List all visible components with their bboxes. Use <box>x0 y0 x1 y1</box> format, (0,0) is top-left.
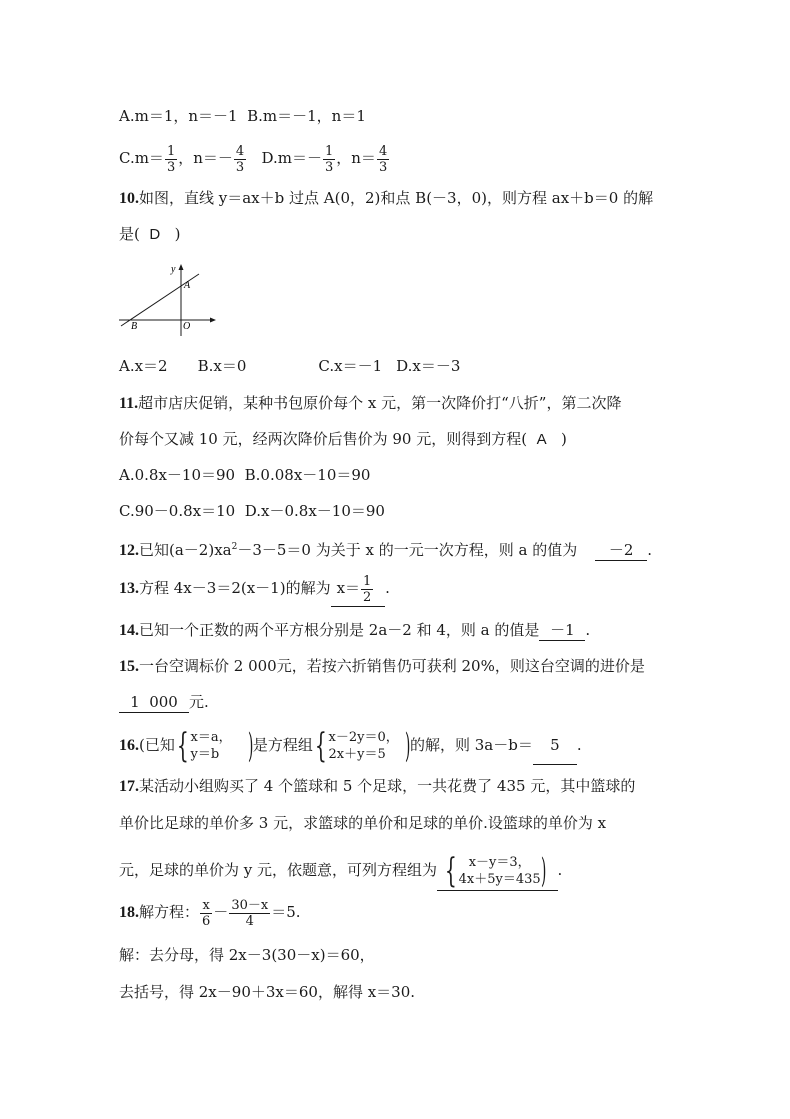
label-o: O <box>183 321 191 332</box>
q13-line: 13.方程 4x－3＝2(x－1)的解为 x＝ $\frac{1}{2}$ . <box>119 570 390 607</box>
question-number: 15. <box>119 658 139 675</box>
system-of-equations: { x－2y＝0， 2x＋y＝5 ) <box>314 726 411 766</box>
q16-line: 16.(已知 { x＝a， y＝b ) 是方程组 { x－2y＝0， 2x＋y＝5 ) 的解，则 3a－b＝ 5 . <box>119 726 582 766</box>
q11-option-b: B.0.08x－10＝90 <box>244 466 371 484</box>
question-number: 18. <box>119 904 139 921</box>
question-number: 13. <box>119 580 139 597</box>
y-axis-arrow <box>179 264 184 270</box>
q11-line2: 价每个又减 10 元，经两次降价后售价为 90 元，则得到方程( A ) <box>119 430 567 448</box>
label-b: B <box>131 321 138 332</box>
q11-answer: A <box>536 431 547 448</box>
q15-line1: 15.一台空调标价 2 000元，若按六折销售仍可获利 20%，则这台空调的进价是 <box>119 657 645 675</box>
q11-options-ab <box>119 465 370 485</box>
q9-option-c: C.m＝ $\frac{1}{3}$ ，n＝－ $\frac{4}{3}$ <box>119 143 245 175</box>
system-of-equations: { x－y＝3， 4x＋5y＝435 ) <box>444 851 546 891</box>
q10-option-b: B.x＝0 <box>197 357 247 375</box>
q15-line2: 1 000 元. <box>119 692 209 713</box>
fraction: $\frac{1}{3}$ <box>324 143 334 175</box>
q9-option-b: B.m＝－1，n＝1 <box>247 107 366 125</box>
q14-line: 14.已知一个正数的两个平方根分别是 2a－2 和 4，则 a 的值是 －1 . <box>119 621 591 639</box>
fraction: $\frac{1}{3}$ <box>166 143 176 175</box>
q10-line1 <box>119 188 653 209</box>
q17-line3: 元，足球的单价为 y 元，依题意，可列方程组为 { x－y＝3， 4x＋5y＝435 ) . <box>119 851 563 891</box>
question-number: 14. <box>119 622 139 639</box>
q18-solution-line2: 去括号，得 2x－90＋3x＝60，解得 x＝30. <box>119 983 416 1001</box>
q10-answer: D <box>149 226 161 243</box>
q14-answer: －1 <box>539 620 585 641</box>
x-axis-arrow <box>210 318 216 323</box>
q12-line: 12.已知$(a-2)xa^2-3-5=0$ 为关于 x 的一元一次方程，则 a 的值为 －2 . <box>119 541 652 559</box>
fraction: $\frac{x}{6}$ <box>202 897 211 929</box>
q10-line2: 是( D ) <box>119 225 181 243</box>
question-number: 17. <box>119 778 139 795</box>
q9-option-a: A.m＝1，n＝－1 <box>119 107 238 125</box>
q17-answer <box>437 850 557 891</box>
question-number: 10. <box>119 190 139 207</box>
q11-line1: 11.超市店庆促销，某种书包原价每个 x 元，第一次降价打“八折”，第二次降 <box>119 394 622 412</box>
q10-options <box>119 356 460 376</box>
label-y: y <box>171 264 176 275</box>
fraction: $\frac{30-x}{4}$ <box>231 897 269 929</box>
q11-options-cd <box>119 501 385 521</box>
fraction: $\frac{4}{3}$ <box>378 143 388 175</box>
q10-figure <box>115 258 225 340</box>
q9-options-ab <box>119 106 366 126</box>
q10-option-c: C.x＝－1 <box>318 357 383 375</box>
q9-option-d: D.m＝－ $\frac{1}{3}$ ，n＝ $\frac{4}{3}$ <box>261 143 388 175</box>
q10-text: 如图，直线 y＝ax＋b 过点 A(0，2)和点 B(－3，0)，则方程 ax＋b＝0 的解 <box>139 189 654 207</box>
q17-line1: 17.某活动小组购买了 4 个篮球和 5 个足球，一共花费了 435 元，其中篮球的 <box>119 777 636 795</box>
q13-answer: x＝ $\frac{1}{2}$ <box>331 570 386 607</box>
q11-option-c: C.90－0.8x＝10 <box>119 502 236 520</box>
q16-answer: 5 <box>533 726 577 765</box>
label-a: A <box>184 280 191 291</box>
q10-option-a: A.x＝2 <box>119 357 168 375</box>
fraction: $\frac{1}{2}$ <box>363 573 372 605</box>
q11-option-d: D.x－0.8x－10＝90 <box>244 502 385 520</box>
system-of-equations: { x＝a， y＝b ) <box>176 726 253 766</box>
q18-solution-line1: 解：去分母，得 2x－3(30－x)＝60， <box>119 946 375 964</box>
question-number: 11. <box>119 395 139 412</box>
q10-option-d: D.x＝－3 <box>396 357 461 375</box>
question-number: 12. <box>119 542 139 559</box>
q18-line: 18.解方程： $\frac{x}{6}$ － $\frac{30-x}{4}$ ＝5. <box>119 897 301 929</box>
fraction: $\frac{4}{3}$ <box>235 143 245 175</box>
q9-options-cd <box>119 140 390 176</box>
q17-line2: 单价比足球的单价多 3 元，求篮球的单价和足球的单价.设篮球的单价为 x <box>119 814 607 832</box>
q12-answer: －2 <box>595 540 647 561</box>
q15-answer: 1 000 <box>119 692 189 713</box>
q11-option-a: A.0.8x－10＝90 <box>119 466 236 484</box>
question-number: 16. <box>119 737 139 754</box>
